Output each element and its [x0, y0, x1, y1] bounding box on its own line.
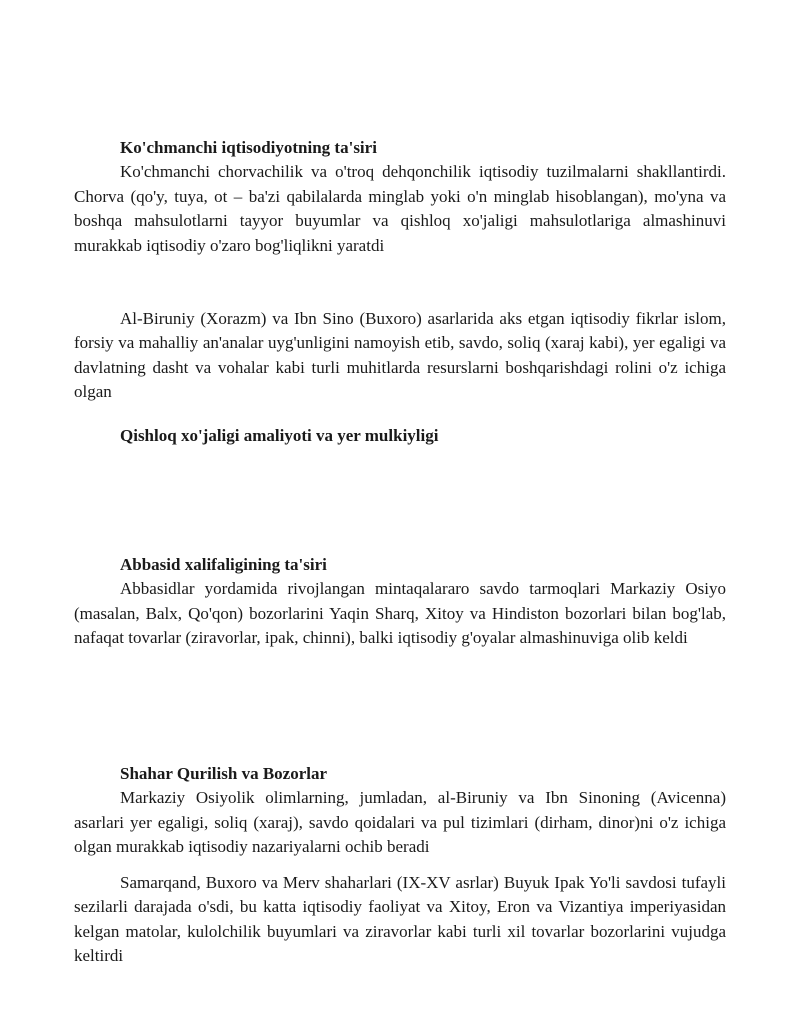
- section-paragraph: Ko'chmanchi chorvachilik va o'troq dehqonchilik iqtisodiy tuzilmalarni shakllantirdi. Chorva (qo'y, tuya, ot – ba'zi qabilalarda minglab yoki o'n minglab hisoblangan), mo'yna va boshqa mahsulotlarni tayyor buyumlar va qishloq xo'jaligi mahsulotlariga almashinuvi murakkab iqtisodiy o'zaro bog'liqlikni yaratdi: [74, 162, 726, 255]
- section-nomadic-economy: [74, 136, 726, 258]
- section-paragraph: Samarqand, Buxoro va Merv shaharlari (IX-XV asrlar) Buyuk Ipak Yo'li savdosi tufayli sezilarli darajada o'sdi, bu katta iqtisodiy faoliyat va Xitoy, Eron va Vizantiya imperiyasidan kelgan matolar, kulolchilik buyumlari va ziravorlar kabi turli xil tovarlar bozorlarini vujudga keltirdi: [74, 873, 726, 966]
- section-paragraph: Abbasidlar yordamida rivojlangan mintaqalararo savdo tarmoqlari Markaziy Osiyo (masalan, Balx, Qo'qon) bozorlarini Yaqin Sharq, Xitoy va Hindiston bozorlari bilan bog'lab, nafaqat tovarlar (ziravorlar, ipak, chinni), balki iqtisodiy g'oyalar almashinuviga olib keldi: [74, 579, 726, 648]
- section-heading: Abbasid xalifaligining ta'siri: [120, 555, 327, 574]
- section-urban-markets: [74, 762, 726, 860]
- section-paragraph: Markaziy Osiyolik olimlarning, jumladan, al-Biruniy va Ibn Sinoning (Avicenna) asarlari yer egaligi, soliq (xaraj), savdo qoidalari va pul tizimlari (dirham, dinor)ni o'z ichiga olgan murakkab iqtisodiy nazariyalarni ochib beradi: [74, 788, 726, 857]
- section-abbasid: [74, 553, 726, 651]
- section-paragraph: Al-Biruniy (Xorazm) va Ibn Sino (Buxoro) asarlarida aks etgan iqtisodiy fikrlar islom, forsiy va mahalliy an'analar uyg'unligini namoyish etib, savdo, soliq (xaraj kabi), yer egaligi va davlatning dasht va vohalar kabi turli muhitlarda resurslarni boshqarishdagi rolini o'z ichiga olgan: [74, 309, 726, 402]
- section-economic-thought: [74, 307, 726, 405]
- section-heading: Ko'chmanchi iqtisodiyotning ta'siri: [120, 138, 377, 157]
- section-heading: Shahar Qurilish va Bozorlar: [120, 764, 328, 783]
- section-heading: Qishloq xo'jaligi amaliyoti va yer mulkiyligi: [120, 426, 439, 445]
- section-silk-road-cities: [74, 871, 726, 969]
- section-agriculture: [74, 424, 726, 448]
